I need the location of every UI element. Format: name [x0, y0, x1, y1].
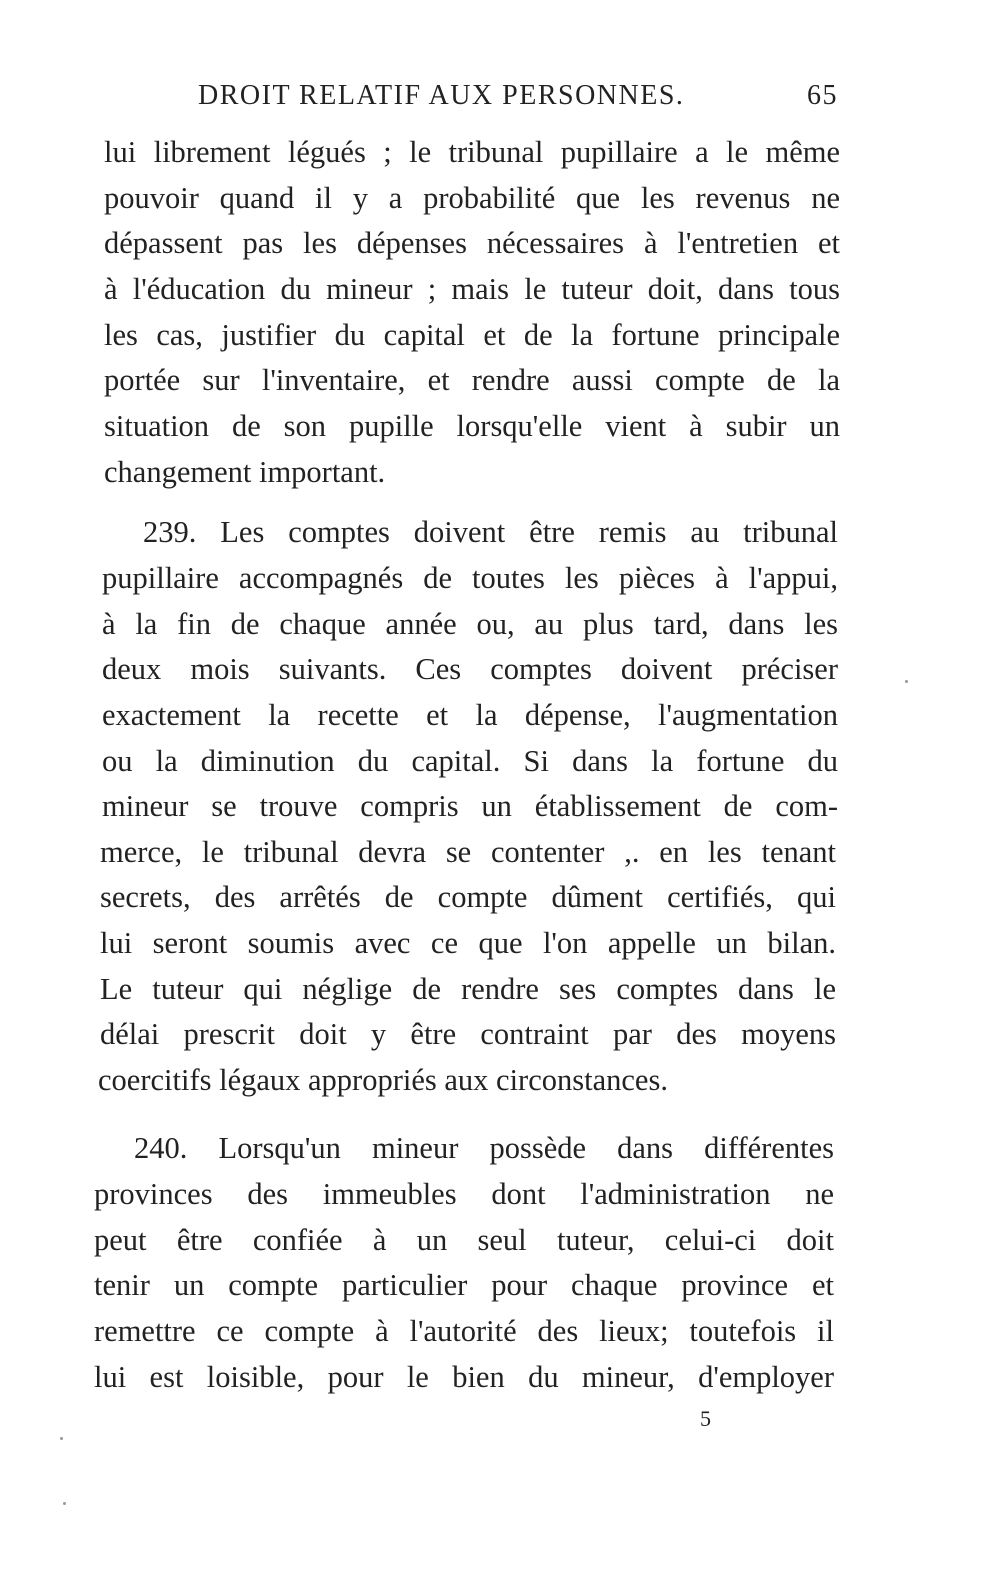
scan-speck	[60, 1437, 63, 1440]
text-line: délai prescrit doit y être contraint par des moyens	[100, 1017, 836, 1051]
text-line: lui librement légués ; le tribunal pupillaire a le même	[104, 135, 840, 169]
text-line: lui seront soumis avec ce que l'on appelle un bilan.	[100, 926, 836, 960]
text-line: les cas, justifier du capital et de la fortune principale	[104, 318, 840, 352]
text-line: mineur se trouve compris un établissement de com-	[102, 789, 838, 823]
text-line: pupillaire accompagnés de toutes les pièces à l'appui,	[102, 561, 838, 595]
signature-mark: 5	[700, 1406, 711, 1431]
text-line: Le tuteur qui néglige de rendre ses comptes dans le	[100, 972, 836, 1006]
page-number: 65	[807, 80, 838, 111]
text-line: provinces des immeubles dont l'administration ne	[94, 1177, 834, 1211]
text-line: à la fin de chaque année ou, au plus tard, dans les	[102, 607, 838, 641]
text-line: secrets, des arrêtés de compte dûment certifiés, qui	[100, 880, 836, 914]
text-line: coercitifs légaux appropriés aux circonstances.	[98, 1063, 668, 1097]
text-line: peut être confiée à un seul tuteur, celui-ci doit	[94, 1223, 834, 1257]
text-line: situation de son pupille lorsqu'elle vient à subir un	[104, 409, 840, 443]
paragraph-240-first-line: 240. Lorsqu'un mineur possède dans différentes	[134, 1131, 834, 1165]
text-line: à l'éducation du mineur ; mais le tuteur doit, dans tous	[104, 272, 840, 306]
running-title: DROIT RELATIF AUX PERSONNES.	[198, 80, 685, 111]
text-line: tenir un compte particulier pour chaque province et	[94, 1268, 834, 1302]
scan-speck	[905, 680, 908, 683]
text-line: lui est loisible, pour le bien du mineur, d'employer	[94, 1360, 834, 1394]
paragraph-239-first-line: 239. Les comptes doivent être remis au tribunal	[143, 515, 838, 549]
text-line: portée sur l'inventaire, et rendre aussi compte de la	[104, 363, 840, 397]
text-line: dépassent pas les dépenses nécessaires à l'entretien et	[104, 226, 840, 260]
text-line: ou la diminution du capital. Si dans la fortune du	[102, 744, 838, 778]
running-head	[198, 80, 838, 120]
scan-speck	[63, 1502, 66, 1505]
text-line: pouvoir quand il y a probabilité que les revenus ne	[104, 181, 840, 215]
text-line: deux mois suivants. Ces comptes doivent préciser	[102, 652, 838, 686]
text-line: remettre ce compte à l'autorité des lieux; toutefois il	[94, 1314, 834, 1348]
text-line: changement important.	[104, 455, 386, 489]
text-line: exactement la recette et la dépense, l'augmentation	[102, 698, 838, 732]
text-line: merce, le tribunal devra se contenter ,. en les tenant	[100, 835, 836, 869]
